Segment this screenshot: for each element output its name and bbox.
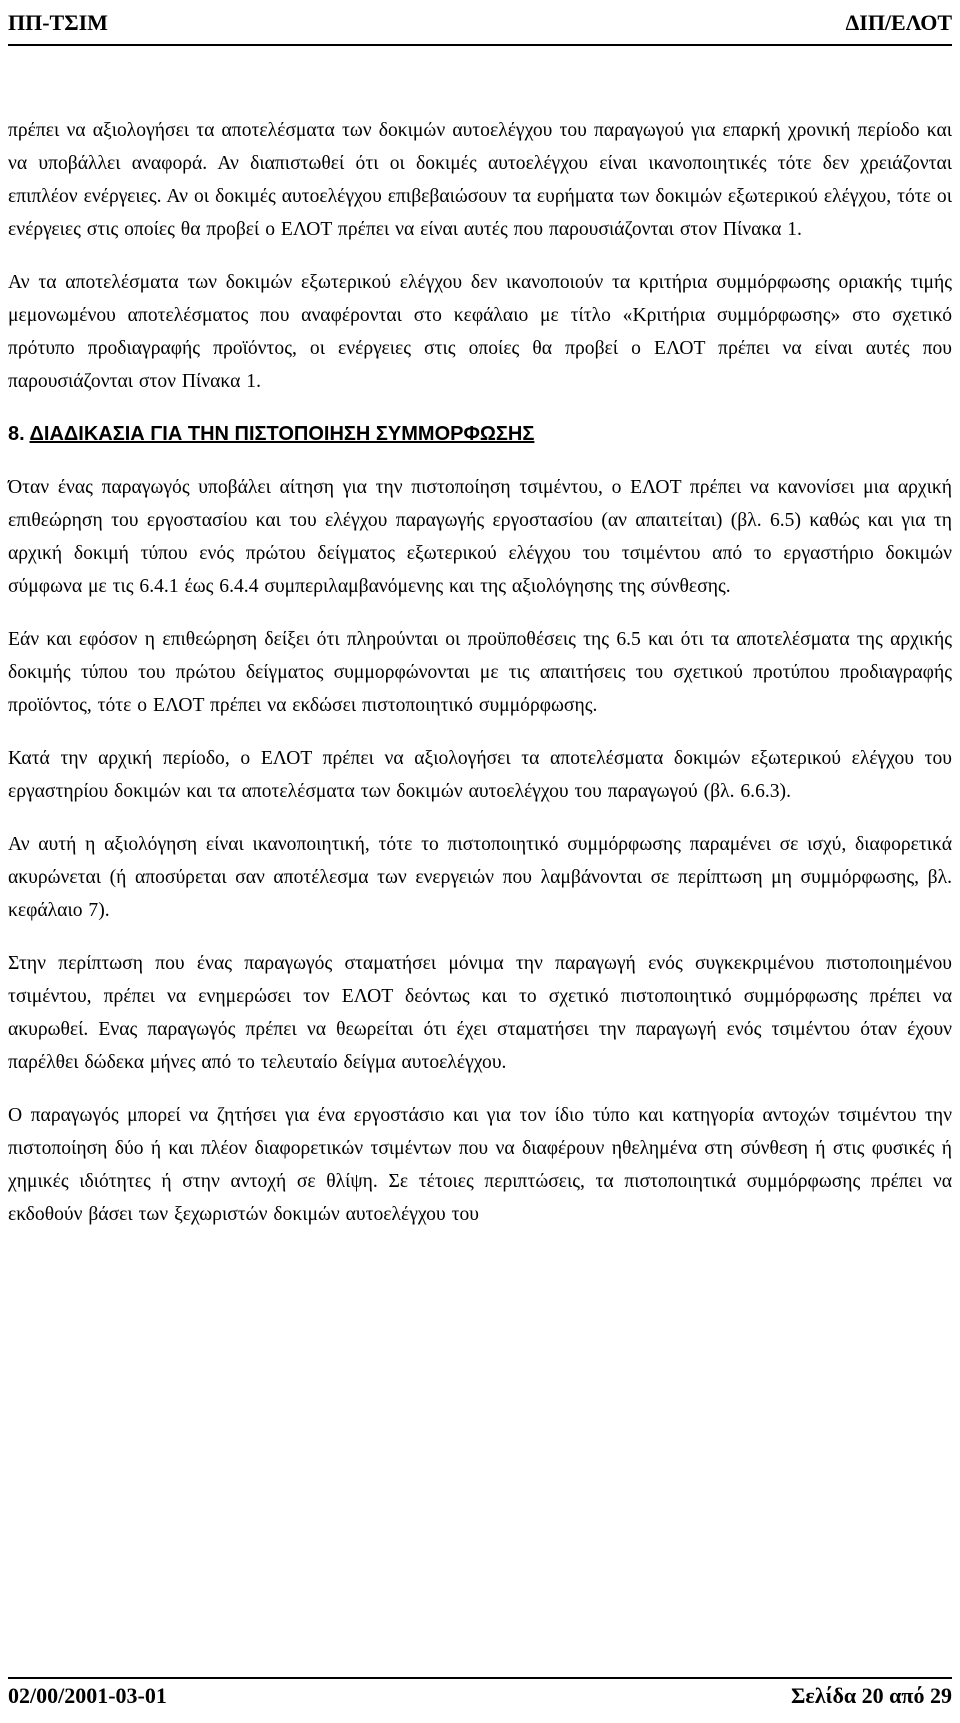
paragraph-self-control-evaluation: πρέπει να αξιολογήσει τα αποτελέσματα των δοκιμών αυτοελέγχου του παραγωγού για επαρκή χρονική περίοδο και να υποβάλλει αναφορά. Αν διαπιστωθεί ότι οι δοκιμές αυτοελέγχου είναι ικανοποιητικές τότε δεν χρειάζονται επιπλέον ενέργειες. Αν οι δοκιμές αυτοελέγχου επιβεβαιώσουν τα ευρήματα των δοκιμών εξωτερικού ελέγχου, τότε οι ενέργειες στις οποίες θα προβεί ο ΕΛΟΤ πρέπει να είναι αυτές που παρουσιάζονται στον Πίνακα 1. bbox=[8, 120, 952, 240]
paragraph-production-stop: Στην περίπτωση που ένας παραγωγός σταματήσει μόνιμα την παραγωγή ενός συγκεκριμένου πιστοποιημένου τσιμέντου, πρέπει να ενημερώσει τον ΕΛΟΤ δεόντως και το σχετικό πιστοποιητικό συμμόρφωσης πρέπει να ακυρωθεί. Ενας παραγωγός πρέπει να θεωρείται ότι έχει σταματήσει την παραγωγή ενός τσιμέντου όταν έχουν παρέλθει δώδεκα μήνες από το τελευταίο δείγμα αυτοελέγχου. bbox=[8, 953, 952, 1073]
section-title: ΔΙΑΔΙΚΑΣΙΑ ΓΙΑ ΤΗΝ ΠΙΣΤΟΠΟΙΗΣΗ ΣΥΜΜΟΡΦΩΣΗΣ bbox=[29, 423, 535, 445]
page-content bbox=[8, 114, 952, 1251]
header-rule bbox=[8, 44, 952, 46]
page-footer bbox=[8, 1680, 952, 1716]
page-header bbox=[8, 4, 952, 44]
section-heading bbox=[8, 418, 952, 451]
paragraph-external-control-results: Αν τα αποτελέσματα των δοκιμών εξωτερικού ελέγχου δεν ικανοποιούν τα κριτήρια συμμόρφωσης οριακής τιμής μεμονωμένου αποτελέσματος που αναφέρονται στο κεφάλαιο με τίτλο «Κριτήρια συμμόρφωσης» στο σχετικό πρότυπο προδιαγραφής προϊόντος, οι ενέργειες στις οποίες θα προβεί ο ΕΛΟΤ πρέπει να είναι αυτές που παρουσιάζονται στον Πίνακα 1. bbox=[8, 272, 952, 392]
footer-doc-date: 02/00/2001-03-01 bbox=[8, 1683, 167, 1708]
header-org: ΔΙΠ/ΕΛΟΤ bbox=[845, 10, 952, 35]
header-doc-code: ΠΠ-ΤΣΙΜ bbox=[8, 10, 108, 35]
footer-page-number: Σελίδα 20 από 29 bbox=[791, 1683, 952, 1708]
paragraph-initial-period: Κατά την αρχική περίοδο, ο ΕΛΟΤ πρέπει να αξιολογήσει τα αποτελέσματα δοκιμών εξωτερικού ελέγχου του εργαστηρίου δοκιμών και τα αποτελέσματα των δοκιμών αυτοελέγχου του παραγωγού (βλ. 6.6.3). bbox=[8, 748, 952, 802]
section-number: 8. bbox=[8, 423, 25, 445]
footer-rule bbox=[8, 1677, 952, 1679]
paragraph-multiple-cements: Ο παραγωγός μπορεί να ζητήσει για ένα εργοστάσιο και για τον ίδιο τύπο και κατηγορία αντοχών τσιμέντου την πιστοποίηση δύο ή και πλέον διαφορετικών τσιμέντων που να διαφέρουν ηθελημένα στη σύνθεση ή στις φυσικές ή χημικές ιδιότητες ή στην αντοχή σε θλίψη. Σε τέτοιες περιπτώσεις, τα πιστοποιητικά συμμόρφωσης πρέπει να εκδοθούν βάσει των ξεχωριστών δοκιμών αυτοελέγχου του bbox=[8, 1105, 952, 1225]
paragraph-certificate-validity: Αν αυτή η αξιολόγηση είναι ικανοποιητική, τότε το πιστοποιητικό συμμόρφωσης παραμένει σε ισχύ, διαφορετικά ακυρώνεται (ή αποσύρεται σαν αποτέλεσμα των ενεργειών που λαμβάνονται σε περίπτωση μη συμμόρφωσης, βλ. κεφάλαιο 7). bbox=[8, 834, 952, 921]
paragraph-certificate-issue: Εάν και εφόσον η επιθεώρηση δείξει ότι πληρούνται οι προϋποθέσεις της 6.5 και ότι τα αποτελέσματα της αρχικής δοκιμής τύπου του πρώτου δείγματος συμμορφώνονται με τις απαιτήσεις του σχετικού προτύπου προδιαγραφής προϊόντος, τότε ο ΕΛΟΤ πρέπει να εκδώσει πιστοποιητικό συμμόρφωσης. bbox=[8, 629, 952, 716]
paragraph-certification-application: Όταν ένας παραγωγός υποβάλει αίτηση για την πιστοποίηση τσιμέντου, ο ΕΛΟΤ πρέπει να κανονίσει μια αρχική επιθεώρηση του εργοστασίου και του ελέγχου παραγωγής εργοστασίου (αν απαιτείται) (βλ. 6.5) καθώς και για τη αρχική δοκιμή τύπου ενός πρώτου δείγματος εξωτερικού ελέγχου του τσιμέντου από το εργαστήριο δοκιμών σύμφωνα με τις 6.4.1 έως 6.4.4 συμπεριλαμβανόμενης και της αξιολόγησης της σύνθεσης. bbox=[8, 477, 952, 597]
